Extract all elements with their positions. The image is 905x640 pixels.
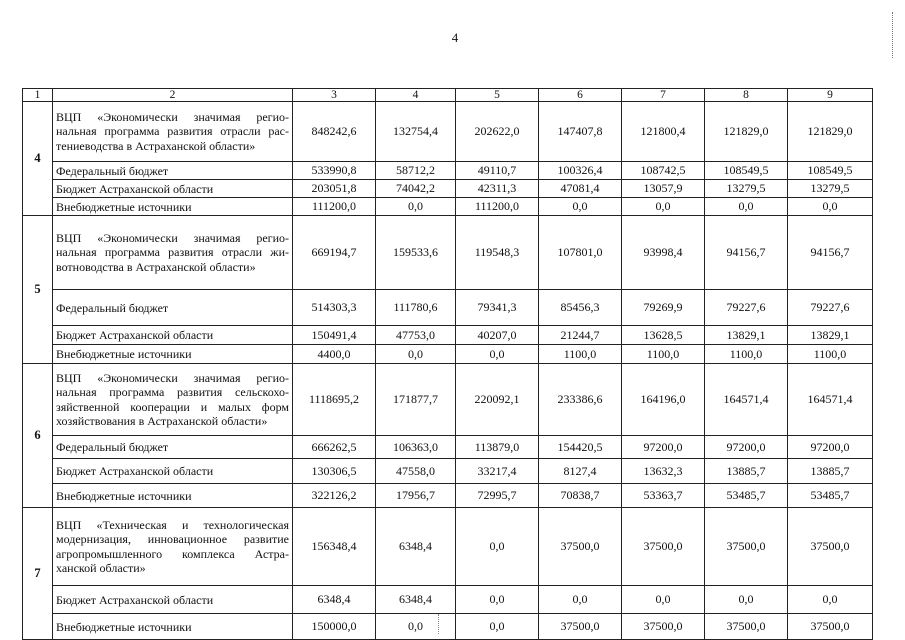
value-cell: 121829,0 [705,102,788,162]
value-cell: 0,0 [539,586,622,614]
value-cell: 47558,0 [376,459,456,484]
value-cell: 0,0 [622,198,705,216]
value-cell: 171877,7 [376,364,456,436]
group-number: 7 [23,508,53,640]
funding-source-label: Бюджет Астраханской области [53,459,293,484]
table-row [23,216,873,290]
value-cell: 666262,5 [293,436,376,459]
table-row [23,586,873,614]
value-cell: 220092,1 [456,364,539,436]
funding-source-label: Внебюджетные источники [53,484,293,508]
value-cell: 147407,8 [539,102,622,162]
value-cell: 13279,5 [788,180,873,198]
budget-table [22,88,873,640]
group-number: 5 [23,216,53,364]
value-cell: 79341,3 [456,290,539,326]
value-cell: 0,0 [376,614,456,640]
column-header-3: 3 [293,89,376,102]
value-cell: 6348,4 [376,508,456,586]
value-cell: 13885,7 [705,459,788,484]
value-cell: 0,0 [456,586,539,614]
value-cell: 108549,5 [705,162,788,180]
value-cell: 0,0 [456,508,539,586]
value-cell: 202622,0 [456,102,539,162]
value-cell: 21244,7 [539,326,622,345]
value-cell: 40207,0 [456,326,539,345]
value-cell: 13279,5 [705,180,788,198]
table-row [23,484,873,508]
value-cell: 97200,0 [622,436,705,459]
value-cell: 0,0 [705,198,788,216]
funding-source-label: Федеральный бюджет [53,162,293,180]
margin-mark-bottom [438,614,440,634]
value-cell: 100326,4 [539,162,622,180]
value-cell: 121800,4 [622,102,705,162]
value-cell: 0,0 [376,345,456,364]
column-header-7: 7 [622,89,705,102]
value-cell: 533990,8 [293,162,376,180]
table-row [23,102,873,162]
value-cell: 47753,0 [376,326,456,345]
table-row [23,508,873,586]
value-cell: 37500,0 [622,508,705,586]
table-row [23,326,873,345]
value-cell: 70838,7 [539,484,622,508]
value-cell: 107801,0 [539,216,622,290]
column-header-2: 2 [53,89,293,102]
value-cell: 0,0 [376,198,456,216]
value-cell: 37500,0 [539,614,622,640]
table-row [23,436,873,459]
program-title: ВЦП «Экономически значимая регио-нальная программа развития отрасли рас-тениеводства в Астраханской области» [53,102,293,162]
page-number: 4 [451,30,459,45]
value-cell: 0,0 [788,586,873,614]
value-cell: 113879,0 [456,436,539,459]
value-cell: 6348,4 [293,586,376,614]
value-cell: 13829,1 [788,326,873,345]
table-row [23,345,873,364]
value-cell: 132754,4 [376,102,456,162]
program-title: ВЦП «Экономически значимая регио-нальная программа развития отрасли жи-вотноводства в Астраханской области» [53,216,293,290]
table-row [23,180,873,198]
group-number: 4 [23,102,53,216]
value-cell: 79269,9 [622,290,705,326]
program-title: ВЦП «Экономически значимая регио-нальная программа развития сельскохо-зяйственной кооперации и малых форм хозяйствования в Астраханской области» [53,364,293,436]
value-cell: 6348,4 [376,586,456,614]
column-header-9: 9 [788,89,873,102]
value-cell: 4400,0 [293,345,376,364]
table-row [23,614,873,640]
value-cell: 13632,3 [622,459,705,484]
value-cell: 119548,3 [456,216,539,290]
funding-source-label: Внебюджетные источники [53,614,293,640]
value-cell: 42311,3 [456,180,539,198]
group-number: 6 [23,364,53,508]
value-cell: 1100,0 [539,345,622,364]
value-cell: 156348,4 [293,508,376,586]
value-cell: 58712,2 [376,162,456,180]
value-cell: 93998,4 [622,216,705,290]
column-header-4: 4 [376,89,456,102]
value-cell: 164196,0 [622,364,705,436]
value-cell: 53363,7 [622,484,705,508]
value-cell: 37500,0 [788,508,873,586]
column-header-6: 6 [539,89,622,102]
value-cell: 1118695,2 [293,364,376,436]
value-cell: 0,0 [456,614,539,640]
value-cell: 106363,0 [376,436,456,459]
value-cell: 111780,6 [376,290,456,326]
value-cell: 79227,6 [705,290,788,326]
value-cell: 0,0 [622,586,705,614]
value-cell: 49110,7 [456,162,539,180]
value-cell: 111200,0 [293,198,376,216]
value-cell: 150491,4 [293,326,376,345]
value-cell: 1100,0 [788,345,873,364]
table-row [23,459,873,484]
funding-source-label: Бюджет Астраханской области [53,326,293,345]
value-cell: 150000,0 [293,614,376,640]
column-header-row [23,89,873,102]
value-cell: 203051,8 [293,180,376,198]
value-cell: 1100,0 [705,345,788,364]
value-cell: 13057,9 [622,180,705,198]
program-title: ВЦП «Техническая и технологическая модернизация, инновационное развитие агропромышленного комплекса Астра-ханской области» [53,508,293,586]
table-row [23,290,873,326]
value-cell: 121829,0 [788,102,873,162]
value-cell: 97200,0 [705,436,788,459]
value-cell: 74042,2 [376,180,456,198]
value-cell: 130306,5 [293,459,376,484]
funding-source-label: Внебюджетные источники [53,345,293,364]
value-cell: 8127,4 [539,459,622,484]
value-cell: 13628,5 [622,326,705,345]
value-cell: 154420,5 [539,436,622,459]
value-cell: 37500,0 [705,508,788,586]
value-cell: 94156,7 [705,216,788,290]
value-cell: 53485,7 [705,484,788,508]
column-header-5: 5 [456,89,539,102]
value-cell: 111200,0 [456,198,539,216]
table-row [23,198,873,216]
value-cell: 164571,4 [705,364,788,436]
value-cell: 108742,5 [622,162,705,180]
table-row [23,364,873,436]
value-cell: 0,0 [788,198,873,216]
value-cell: 13885,7 [788,459,873,484]
value-cell: 85456,3 [539,290,622,326]
value-cell: 0,0 [456,345,539,364]
value-cell: 94156,7 [788,216,873,290]
value-cell: 848242,6 [293,102,376,162]
value-cell: 1100,0 [622,345,705,364]
value-cell: 97200,0 [788,436,873,459]
value-cell: 233386,6 [539,364,622,436]
value-cell: 79227,6 [788,290,873,326]
value-cell: 164571,4 [788,364,873,436]
value-cell: 47081,4 [539,180,622,198]
value-cell: 322126,2 [293,484,376,508]
table-row [23,162,873,180]
table-body [23,89,873,640]
value-cell: 37500,0 [705,614,788,640]
value-cell: 37500,0 [622,614,705,640]
funding-source-label: Федеральный бюджет [53,290,293,326]
column-header-8: 8 [705,89,788,102]
value-cell: 0,0 [539,198,622,216]
value-cell: 514303,3 [293,290,376,326]
value-cell: 37500,0 [788,614,873,640]
value-cell: 37500,0 [539,508,622,586]
value-cell: 0,0 [705,586,788,614]
column-header-1: 1 [23,89,53,102]
value-cell: 72995,7 [456,484,539,508]
funding-source-label: Бюджет Астраханской области [53,180,293,198]
value-cell: 13829,1 [705,326,788,345]
funding-source-label: Федеральный бюджет [53,436,293,459]
value-cell: 33217,4 [456,459,539,484]
value-cell: 53485,7 [788,484,873,508]
value-cell: 17956,7 [376,484,456,508]
margin-mark [892,12,894,58]
value-cell: 108549,5 [788,162,873,180]
funding-source-label: Внебюджетные источники [53,198,293,216]
funding-source-label: Бюджет Астраханской области [53,586,293,614]
value-cell: 159533,6 [376,216,456,290]
value-cell: 669194,7 [293,216,376,290]
